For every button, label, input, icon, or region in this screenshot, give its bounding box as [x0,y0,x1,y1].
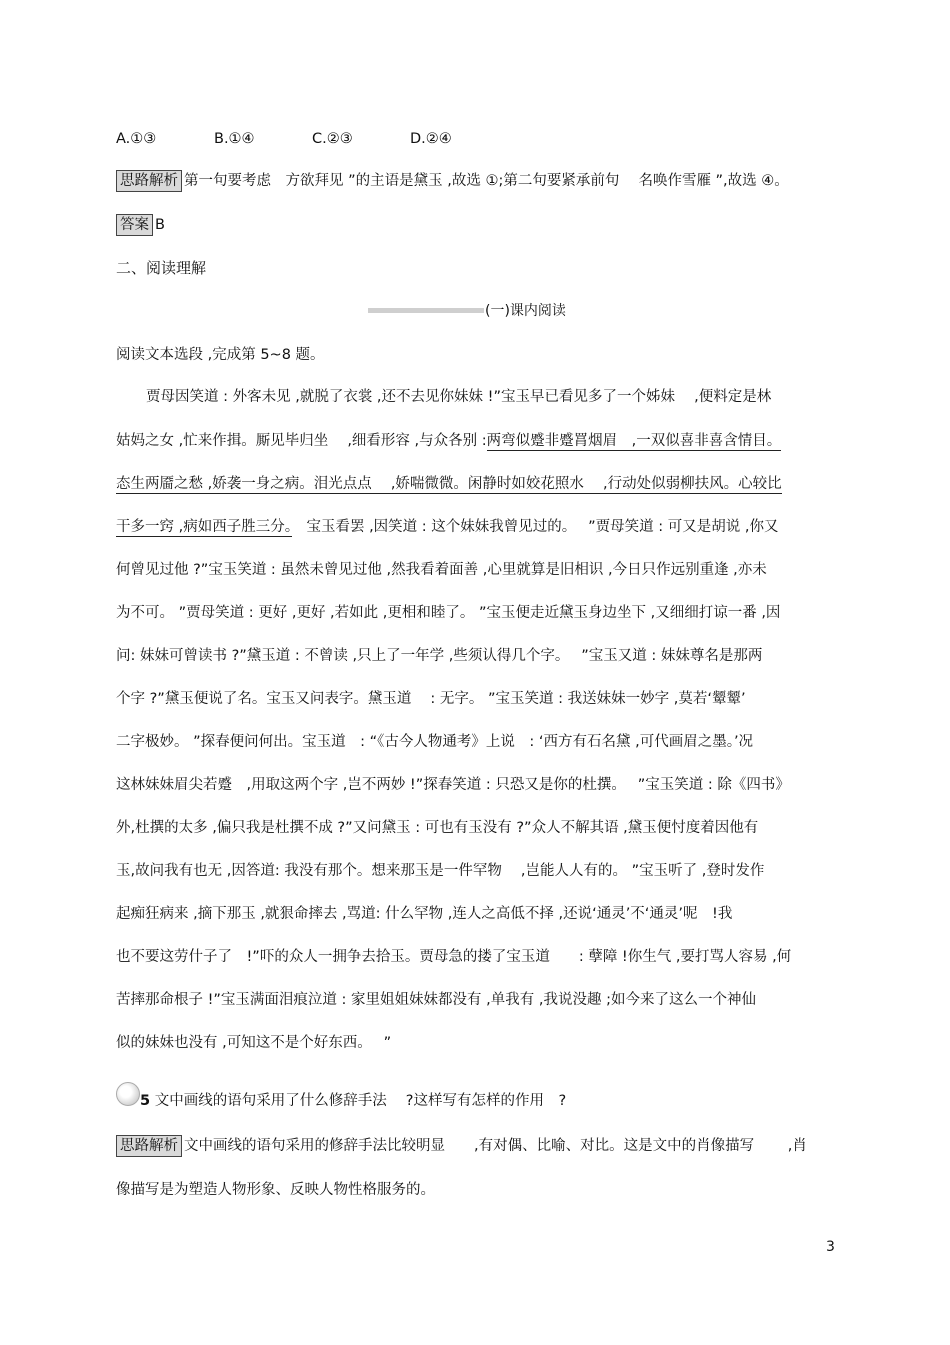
option-b: B.①④ [214,131,255,147]
underlined-text: 两弯似蹙非蹙罥烟眉 ,一双似喜非喜含情目。 [486,433,782,449]
instruction: 阅读文本选段 ,完成第 5~8 题。 [116,347,325,363]
page-number: 3 [826,1239,835,1255]
question-text: 文中画线的语句采用了什么修辞手法 ?这样写有怎样的作用 ? [154,1093,567,1109]
section-bar [368,308,484,313]
passage-line-5: 何曾见过他 ?”宝玉笑道 : 虽然未曾见过他 ,然我看着面善 ,心里就算是旧相识 ,今日只作远别重逢 ,亦未 [116,562,767,578]
passage-line-13: 起痴狂病来 ,摘下那玉 ,就狠命摔去 ,骂道: 什么罕物 ,连人之高低不择 ,还说‘通灵’不‘通灵’呢 !我 [116,906,733,922]
passage-line-1: 贾母因笑道 : 外客未见 ,就脱了衣裳 ,还不去见你妹妹 !”宝玉早已看见多了一个姊妹 ,便料定是林 [146,389,772,405]
answer-options [116,128,452,150]
passage-line-4 [116,516,778,538]
passage-line-10: 这林妹妹眉尖若蹙 ,用取这两个字 ,岂不两妙 !”探春笑道 : 只恐又是你的杜撰。 ”宝玉笑道 : 除《四书》 [116,777,790,793]
analysis-1 [116,170,789,192]
answer-line [116,214,165,236]
question-5 [140,1090,566,1112]
analysis-text: 文中画线的语句采用的修辞手法比较明显 ,有对偶、比喻、对比。这是文中的肖像描写 ,肖 [184,1138,807,1154]
passage-line-6: 为不可。 ”贾母笑道 : 更好 ,更好 ,若如此 ,更相和睦了。 ”宝玉便走近黛玉身边坐下 ,又细细打谅一番 ,因 [116,605,781,621]
option-d: D.②④ [410,131,452,147]
question-marker-icon [116,1082,140,1106]
analysis-2 [116,1135,807,1157]
passage-line-8: 个字 ?”黛玉便说了名。宝玉又问表字。黛玉道 : 无字。 ”宝玉笑道 : 我送妹妹一妙字 ,莫若‘颦颦’ [116,691,746,707]
passage-line-12: 玉,故问我有也无 ,因答道: 我没有那个。想来那玉是一件罕物 ,岂能人人有的。 ”宝玉听了 ,登时发作 [116,863,765,879]
passage-line-14: 也不要这劳什子了 !”吓的众人一拥争去拾玉。贾母急的搂了宝玉道 : 孽障 !你生气 ,要打骂人容易 ,何 [116,949,792,965]
section-heading: 二、阅读理解 [116,259,207,277]
passage-line-9: 二字极妙。 ”探春便问何出。宝玉道 : “《古今人物通考》上说 : ‘西方有石名黛 ,可代画眉之墨。’况 [116,734,754,750]
answer-tag: 答案 [116,214,153,236]
subsection-title: (一)课内阅读 [485,303,566,319]
option-c: C.②③ [312,131,353,147]
analysis-tag: 思路解析 [116,1135,182,1157]
passage-text: 姑妈之女 ,忙来作揖。厮见毕归坐 ,细看形容 ,与众各别 : [116,433,487,449]
passage-line-11: 外,杜撰的太多 ,偏只我是杜撰不成 ?”又问黛玉 : 可也有玉没有 ?”众人不解其语 ,黛玉便忖度着因他有 [116,820,759,836]
passage-line-16: 似的妹妹也没有 ,可知这不是个好东西。 ” [116,1035,392,1051]
underlined-text: 干多一窍 ,病如西子胜三分。 [116,519,292,535]
analysis-tag: 思路解析 [116,170,182,192]
answer-value: B [155,217,165,233]
underlined-text: 态生两靥之愁 ,娇袭一身之病。泪光点点 ,娇喘微微。闲静时如姣花照水 ,行动处似弱柳扶风。心较比 [116,476,782,492]
passage-text: 宝玉看罢 ,因笑道 : 这个妹妹我曾见过的。 ”贾母笑道 : 可又是胡说 ,你又 [291,519,779,535]
analysis-2-continued: 像描写是为塑造人物形象、反映人物性格服务的。 [116,1182,435,1198]
option-a: A.①③ [116,131,157,147]
analysis-text: 第一句要考虑 方欲拜见 ”的主语是黛玉 ,故选 ①;第二句要紧承前句 名唤作雪雁 ”,故选 ④。 [184,173,789,189]
passage-line-2 [116,430,781,452]
passage-line-3 [116,473,782,495]
passage-line-15: 苦摔那命根子 !”宝玉满面泪痕泣道 : 家里姐姐妹妹都没有 ,单我有 ,我说没趣 ;如今来了这么一个神仙 [116,992,756,1008]
passage-line-7: 问: 妹妹可曾读书 ?”黛玉道 : 不曾读 ,只上了一年学 ,些须认得几个字。 ”宝玉又道 : 妹妹尊名是那两 [116,648,763,664]
question-number: 5 [140,1093,151,1109]
